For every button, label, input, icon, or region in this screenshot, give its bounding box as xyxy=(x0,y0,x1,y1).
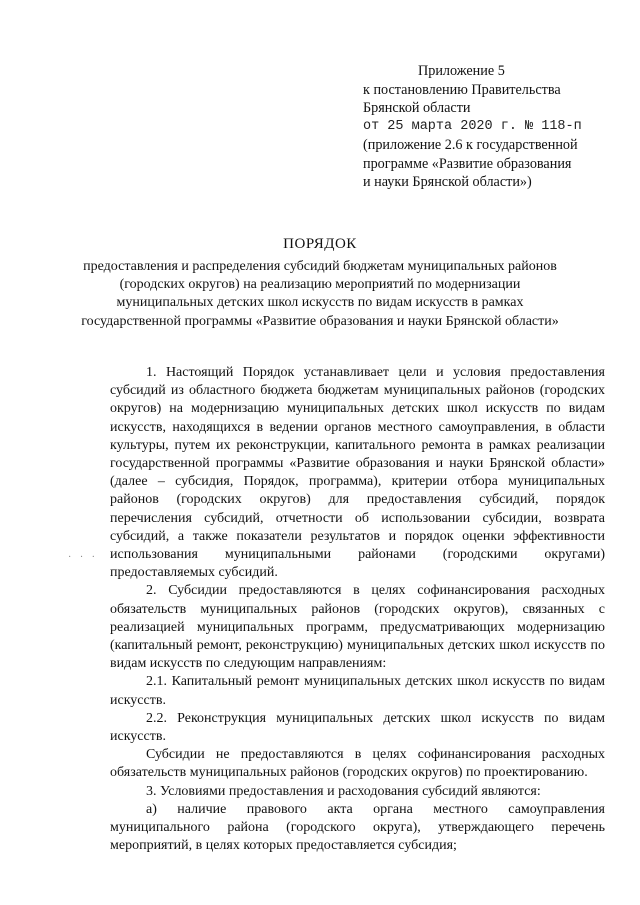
document-title: ПОРЯДОК xyxy=(283,236,357,252)
paragraph-3-a: а) наличие правового акта органа местного самоуправления муниципального района (городского округа), утверждающего перечень мероприятий, в целях которых предоставляется субсидия; xyxy=(110,801,605,854)
paragraph-3: 3. Условиями предоставления и расходования субсидий являются: xyxy=(146,783,541,799)
paragraph-1: 1. Настоящий Порядок устанавливает цели и условия предоставления субсидий из областного бюджета бюджетам муниципальных районов (городских округов) на модернизацию муниципальных детских школ искусств по видам искусств, находящихся в ведении органов местного самоуправления, в области культуры, путем их реконструкции, капитального ремонта в рамках реализации государственной программы «Развитие образования и науки Брянской области» (далее – субсидия, Порядок, программа), критерии отбора муниципальных районов (городских округов) для предоставления субсидий, порядок перечисления субсидий, отчетности об использовании субсидии, возврата субсидий, а также показатели результатов и порядок оценки эффективности использования муниципальными районами (городскими округами) предоставляемых субсидий. xyxy=(110,365,605,581)
appendix-line-3: Брянской области xyxy=(363,100,471,116)
appendix-date-number: от 25 марта 2020 г. № 118-п xyxy=(363,118,582,134)
paragraph-2-1: 2.1. Капитальный ремонт муниципальных детских школ искусств по видам искусств. xyxy=(110,674,605,708)
paragraph-2: 2. Субсидии предоставляются в целях софинансирования расходных обязательств муниципальных районов (городских округов), связанных с реализацией муниципальных программ, предусматривающих модернизацию (капитальный ремонт, реконструкцию) муниципальных детских школ искусств по видам искусств по следующим направлениям: xyxy=(110,583,605,672)
paragraph-2-2: 2.2. Реконструкция муниципальных детских школ искусств по видам искусств. xyxy=(110,710,605,745)
appendix-line-1: Приложение 5 xyxy=(418,63,505,79)
document-subtitle: предоставления и распределения субсидий бюджетам муниципальных районов (городских округов) на реализацию мероприятий по модернизации муниципальных детских школ искусств по видам искусств в рамках государственной программы «Развитие образования и науки Брянской области» xyxy=(81,259,559,329)
appendix-line-7: и науки Брянской области») xyxy=(363,174,532,190)
appendix-line-5: (приложение 2.6 к государственной xyxy=(363,137,578,153)
appendix-line-6: программе «Развитие образования xyxy=(363,155,572,172)
appendix-line-2: к постановлению Правительства xyxy=(363,81,561,98)
margin-marks: · · · xyxy=(68,552,98,563)
document-body xyxy=(110,364,605,855)
appendix-block xyxy=(363,62,623,192)
paragraph-note: Субсидии не предоставляются в целях софинансирования расходных обязательств муниципальных районов (городских округов) по проектированию. xyxy=(110,747,605,781)
